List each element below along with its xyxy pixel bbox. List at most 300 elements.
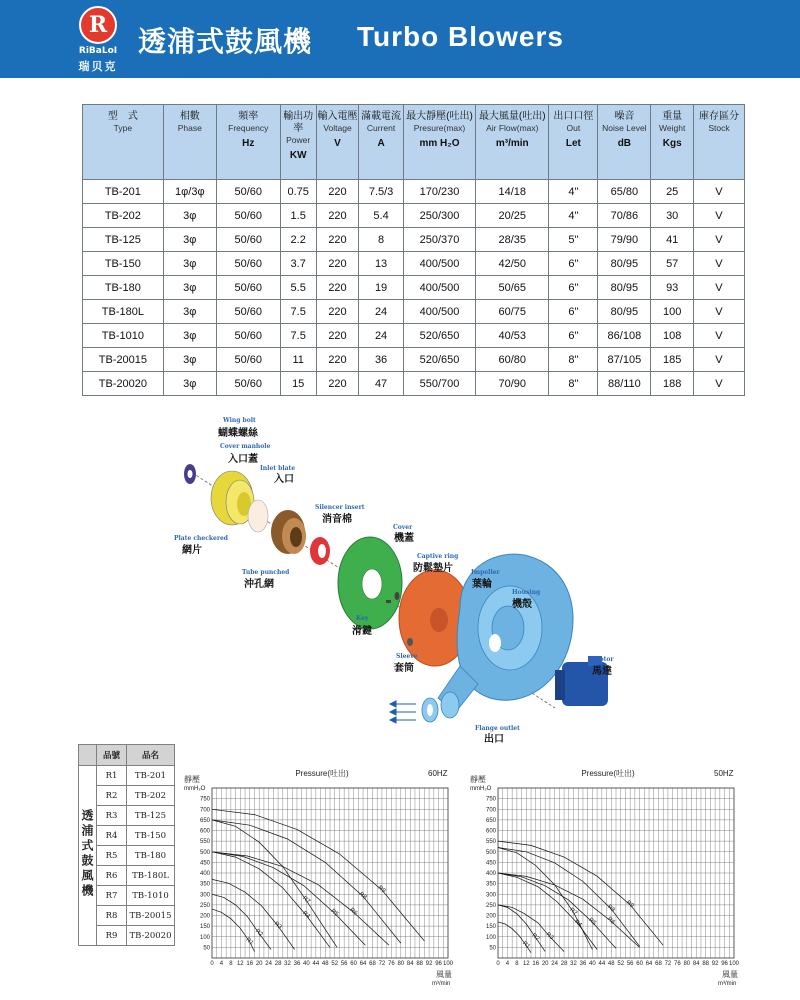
spec-table [82,104,745,396]
x-tick-label: 100 [728,961,740,967]
y-tick-label: 650 [485,817,496,824]
y-tick-label: 650 [199,817,210,824]
spec-cell: 100 [651,300,694,324]
motor-part [555,656,608,706]
part-label-cn: 葉輪 [472,579,492,590]
sleeve-part [407,638,413,646]
spec-cell: 14/18 [476,180,549,204]
spec-header-cell [83,105,164,180]
spec-cell: 47 [359,372,404,396]
x-tick-label: 76 [388,961,395,967]
x-tick-label: 28 [274,961,282,967]
x-tick-label: 80 [397,961,405,967]
spec-cell: 220 [316,372,359,396]
x-tick-label: 16 [246,961,254,967]
spec-cell: 7.5/3 [359,180,404,204]
part-label-en: Sleeve [396,653,418,660]
y-tick-label: 450 [485,860,496,867]
spec-cell: 70/90 [476,372,549,396]
y-tick-label: 700 [199,807,210,814]
x-tick-label: 60 [350,961,357,967]
spec-cell: 80/95 [598,276,651,300]
header-chinese: 最大風量(吐出) [478,111,546,122]
silencer-insert-part [271,510,306,554]
part-label-cn: 機蓋 [394,533,414,544]
x-tick-label: 4 [219,961,224,967]
part-label-en: Impeller [471,569,500,576]
plate-checkered-part [248,500,268,532]
header-unit: Hz [242,138,255,149]
spec-cell: 220 [316,324,359,348]
x-tick-label: 88 [702,961,710,967]
spec-cell: 220 [316,180,359,204]
header-unit: dB [617,138,632,149]
legend-row [79,766,175,786]
x-tick-label: 24 [551,961,558,967]
spec-header-cell [280,105,316,180]
spec-cell: 41 [651,228,694,252]
spec-cell: 50/60 [216,300,280,324]
spec-header-cell [163,105,216,180]
spec-row [83,180,745,204]
flange-outlet-part [422,698,438,722]
spec-header-cell [549,105,598,180]
x-tick-label: 48 [321,961,329,967]
curve-label: R9 [376,884,387,895]
y-tick-label: 250 [485,902,496,909]
spec-cell: 50/60 [216,372,280,396]
part-label-cn: 滑鍵 [352,626,372,637]
part-label-en: Tube punched [242,569,290,576]
spec-cell: 13 [359,252,404,276]
part-label-en: Silencer insert [315,504,365,511]
legend-model: TB-20015 [127,906,175,926]
header-english: Presure(max) [413,123,466,133]
x-tick-label: 0 [496,961,500,967]
curve-label: R5 [587,917,597,927]
spec-cell: V [693,348,744,372]
spec-cell: 25 [651,180,694,204]
y-axis-label: 靜壓 [470,775,486,784]
spec-cell: 5.4 [359,204,404,228]
x-tick-label: 40 [589,961,596,967]
legend-model: TB-1010 [127,886,175,906]
part-label-cn: 入口 [274,474,294,485]
x-axis-label: 風量 [722,970,738,979]
x-tick-label: 16 [532,961,540,967]
part-label-cn: 消音棉 [322,514,352,525]
spec-header-cell [359,105,404,180]
header-chinese: 頻率 [238,111,259,122]
curve-label: R9 [624,899,635,910]
exploded-diagram [160,408,630,744]
y-tick-label: 550 [199,839,210,846]
spec-cell: V [693,372,744,396]
legend-model: TB-202 [127,786,175,806]
header-english: Type [113,123,133,133]
spec-cell: 185 [651,348,694,372]
logo-mark: R [79,6,117,44]
curve-label: R7 [301,895,311,906]
spec-cell: 8" [549,348,598,372]
x-tick-label: 72 [664,961,672,967]
y-tick-label: 100 [485,934,496,941]
y-tick-label: 300 [199,892,210,899]
header-unit: mm H₂O [419,138,460,149]
part-label-cn: 網片 [182,545,202,556]
airflow-arrows-icon [390,701,416,723]
spec-cell: TB-180 [83,276,164,300]
y-tick-label: 400 [485,871,496,877]
spec-cell: 250/370 [403,228,475,252]
spec-cell: 6" [549,300,598,324]
wing-bolt-part [184,464,196,484]
x-tick-label: 4 [505,961,510,967]
x-tick-label: 20 [541,961,549,967]
y-axis-label: 靜壓 [184,775,200,784]
spec-cell: 3φ [163,372,216,396]
spec-cell: 3φ [163,324,216,348]
y-tick-label: 50 [489,945,496,952]
spec-cell: 50/60 [216,276,280,300]
x-axis-label: 風量 [436,970,452,979]
spec-cell: V [693,180,744,204]
part-label-en: Housing [512,589,541,596]
header-chinese: 滿載電流 [361,111,402,122]
x-tick-label: 40 [303,961,310,967]
spec-row [83,276,745,300]
spec-cell: 6" [549,324,598,348]
spec-cell: V [693,276,744,300]
spec-cell: 19 [359,276,404,300]
header-chinese: 輸入電壓 [317,111,358,122]
legend-code: R4 [97,826,127,846]
spec-header-cell [693,105,744,180]
y-tick-label: 500 [199,849,210,856]
part-label-en: Key [356,615,369,622]
y-tick-label: 450 [199,860,210,867]
spec-cell: 20/25 [476,204,549,228]
part-label-cn: 馬達 [592,666,612,677]
spec-cell: 42/50 [476,252,549,276]
legend-code: R2 [97,786,127,806]
y-tick-label: 350 [485,881,496,888]
spec-cell: TB-20015 [83,348,164,372]
spec-cell: TB-150 [83,252,164,276]
part-label-en: Inlet blate [260,465,296,472]
y-tick-label: 200 [485,913,496,920]
legend-model: TB-180L [127,866,175,886]
spec-cell: 5" [549,228,598,252]
spec-cell: 57 [651,252,694,276]
spec-cell: 70/86 [598,204,651,228]
spec-header-cell [403,105,475,180]
spec-cell: 60/80 [476,348,549,372]
curve-label: R5 [329,908,340,918]
header-chinese: 相數 [179,111,200,122]
legend-model: TB-20020 [127,926,175,946]
spec-cell: TB-202 [83,204,164,228]
spec-cell: 1.5 [280,204,316,228]
header-english: Weight [659,123,686,133]
header-english: Out [566,123,581,133]
spec-row [83,348,745,372]
spec-cell: 36 [359,348,404,372]
spec-cell: 86/108 [598,324,651,348]
x-tick-label: 96 [721,961,728,967]
spec-cell: 3φ [163,204,216,228]
legend-code: R8 [97,906,127,926]
spec-cell: 220 [316,276,359,300]
captive-ring-part [395,592,400,600]
x-tick-label: 60 [636,961,643,967]
spec-cell: V [693,300,744,324]
spec-cell: V [693,324,744,348]
curve-label: R3 [544,931,555,942]
header-chinese: 型 式 [107,111,138,122]
spec-row [83,228,745,252]
header-chinese: 噪音 [614,111,635,122]
spec-cell: 220 [316,348,359,372]
spec-cell: 8" [549,372,598,396]
x-tick-label: 44 [312,961,320,967]
spec-cell: 28/35 [476,228,549,252]
spec-cell: 88/110 [598,372,651,396]
spec-cell: 50/60 [216,252,280,276]
spec-row [83,300,745,324]
spec-cell: 520/650 [403,324,475,348]
housing-part [438,554,573,718]
x-tick-label: 20 [255,961,263,967]
legend-model: TB-180 [127,846,175,866]
curve-label: R8 [605,904,616,914]
part-label-en: Captive ring [417,553,459,560]
x-tick-label: 36 [579,961,587,967]
curve-label: R1 [244,936,255,947]
spec-cell: 80/95 [598,252,651,276]
spec-row [83,252,745,276]
x-tick-label: 56 [340,961,348,967]
cover-part [338,537,402,629]
spec-cell: 93 [651,276,694,300]
spec-cell: TB-1010 [83,324,164,348]
x-tick-label: 64 [359,961,367,967]
y-tick-label: 600 [199,828,210,835]
frequency-label: 50HZ [714,769,734,778]
y-tick-label: 750 [199,796,210,803]
spec-cell: 50/60 [216,180,280,204]
key-part [386,600,391,603]
spec-header-cell [316,105,359,180]
x-tick-label: 64 [645,961,653,967]
header-english: Voltage [323,123,352,133]
y-tick-label: 550 [485,839,496,846]
y-tick-label: 200 [199,913,210,920]
curve-label: R6 [348,907,359,917]
spec-cell: TB-20020 [83,372,164,396]
curve-label: R4 [572,918,583,929]
x-tick-label: 32 [570,961,577,967]
spec-cell: V [693,228,744,252]
y-tick-label: 150 [485,924,496,931]
spec-cell: 4" [549,180,598,204]
spec-cell: 400/500 [403,300,475,324]
part-label-en: Flange outlet [475,725,520,732]
curve-label: R2 [253,928,264,939]
spec-cell: 250/300 [403,204,475,228]
logo-brand-text: RiBaLoI [78,46,118,56]
header-english: Air Flow(max) [486,123,539,133]
spec-header-cell [216,105,280,180]
spec-cell: 15 [280,372,316,396]
spec-cell: 7.5 [280,300,316,324]
spec-cell: 24 [359,300,404,324]
legend-side-label: 透浦式鼓風機 [80,809,94,899]
part-label-cn: 入口蓋 [228,454,258,465]
header-unit: V [334,138,341,149]
legend-code: R9 [97,926,127,946]
header-english: Phase [177,123,202,133]
spec-cell: 50/60 [216,204,280,228]
part-label-cn: 機殼 [512,599,532,610]
header-english: Noise Level [602,123,647,133]
spec-cell: TB-201 [83,180,164,204]
curve-label: R4 [301,910,311,920]
x-axis-unit: m³/min [718,981,737,987]
curve-label: R1 [521,940,531,951]
x-tick-label: 32 [284,961,291,967]
spec-cell: TB-180L [83,300,164,324]
spec-cell: 79/90 [598,228,651,252]
spec-cell: 170/230 [403,180,475,204]
spec-cell: 400/500 [403,252,475,276]
y-tick-label: 500 [485,849,496,856]
part-label-en: Plate checkered [174,535,228,542]
y-tick-label: 400 [199,871,210,877]
x-tick-label: 24 [265,961,272,967]
spec-row [83,324,745,348]
header-unit: KW [289,150,307,161]
chart-title: Pressure(吐出) [581,769,635,778]
spec-cell: 2.2 [280,228,316,252]
curve-label: R2 [530,932,541,943]
x-tick-label: 68 [655,961,662,967]
y-tick-label: 350 [199,881,210,888]
x-tick-label: 92 [425,961,433,967]
y-tick-label: 600 [485,828,496,835]
legend-corner [79,745,97,766]
spec-cell: 3φ [163,300,216,324]
part-label-cn: 出口 [484,734,504,744]
spec-cell: 220 [316,300,359,324]
x-tick-label: 8 [515,961,519,967]
spec-cell: 24 [359,324,404,348]
pressure-chart-60hz [182,766,462,992]
x-tick-label: 88 [416,961,424,967]
legend-side-cell [79,766,97,946]
x-tick-label: 44 [598,961,606,967]
legend-header-name: 品名 [127,745,175,766]
x-tick-label: 92 [711,961,719,967]
x-tick-label: 56 [626,961,634,967]
header-chinese: 最大靜壓(吐出) [406,111,473,122]
x-tick-label: 12 [522,961,530,967]
x-tick-label: 80 [683,961,691,967]
spec-cell: 40/53 [476,324,549,348]
spec-header-cell [476,105,549,180]
y-tick-label: 300 [485,892,496,899]
spec-cell: 3.7 [280,252,316,276]
part-label-cn: 套筒 [394,663,414,674]
x-tick-label: 12 [236,961,244,967]
spec-cell: 50/60 [216,348,280,372]
part-label-cn: 防鬆墊片 [413,563,453,574]
x-tick-label: 52 [331,961,339,967]
spec-cell: 400/500 [403,276,475,300]
x-axis-unit: m³/min [432,981,451,987]
legend-code: R6 [97,866,127,886]
spec-cell: 6" [549,252,598,276]
header-unit: Let [565,138,581,149]
header-unit: m³/min [495,138,529,149]
spec-cell: 3φ [163,252,216,276]
spec-cell: 11 [280,348,316,372]
spec-cell: 3φ [163,228,216,252]
cover-manhole-part [211,471,254,525]
x-tick-label: 0 [210,961,214,967]
header-unit: Kgs [662,138,682,149]
spec-cell: 520/650 [403,348,475,372]
spec-cell: 108 [651,324,694,348]
spec-cell: 3φ [163,348,216,372]
x-tick-label: 84 [406,961,414,967]
y-axis-unit: mmH₂O [470,786,492,792]
y-axis-unit: mmH₂O [184,786,206,792]
legend-model: TB-150 [127,826,175,846]
y-tick-label: 100 [199,934,210,941]
x-tick-label: 8 [229,961,233,967]
chart-title: Pressure(吐出) [295,769,349,778]
legend-code: R3 [97,806,127,826]
spec-cell: 60/75 [476,300,549,324]
header-chinese: 庫存區分 [698,111,739,122]
header-chinese: 出口口徑 [553,111,594,122]
spec-cell: V [693,204,744,228]
spec-cell: 80/95 [598,300,651,324]
part-label-cn: 蝴蝶螺絲 [218,428,258,439]
legend-code: R1 [97,766,127,786]
spec-cell: 6" [549,276,598,300]
spec-cell: 50/60 [216,228,280,252]
spec-cell: 5.5 [280,276,316,300]
y-tick-label: 250 [199,902,210,909]
spec-cell: 7.5 [280,324,316,348]
y-tick-label: 750 [485,796,496,803]
pressure-chart-50hz [468,766,748,992]
spec-cell: 220 [316,228,359,252]
spec-row [83,204,745,228]
spec-cell: 3φ [163,276,216,300]
spec-cell: 188 [651,372,694,396]
spec-header-cell [651,105,694,180]
x-tick-label: 96 [435,961,442,967]
page-title-english: Turbo Blowers [357,21,564,52]
curve-label: R8 [357,891,368,901]
header-english: Frequency [228,123,269,133]
legend-model: TB-125 [127,806,175,826]
spec-cell: 50/60 [216,324,280,348]
spec-cell: 0.75 [280,180,316,204]
